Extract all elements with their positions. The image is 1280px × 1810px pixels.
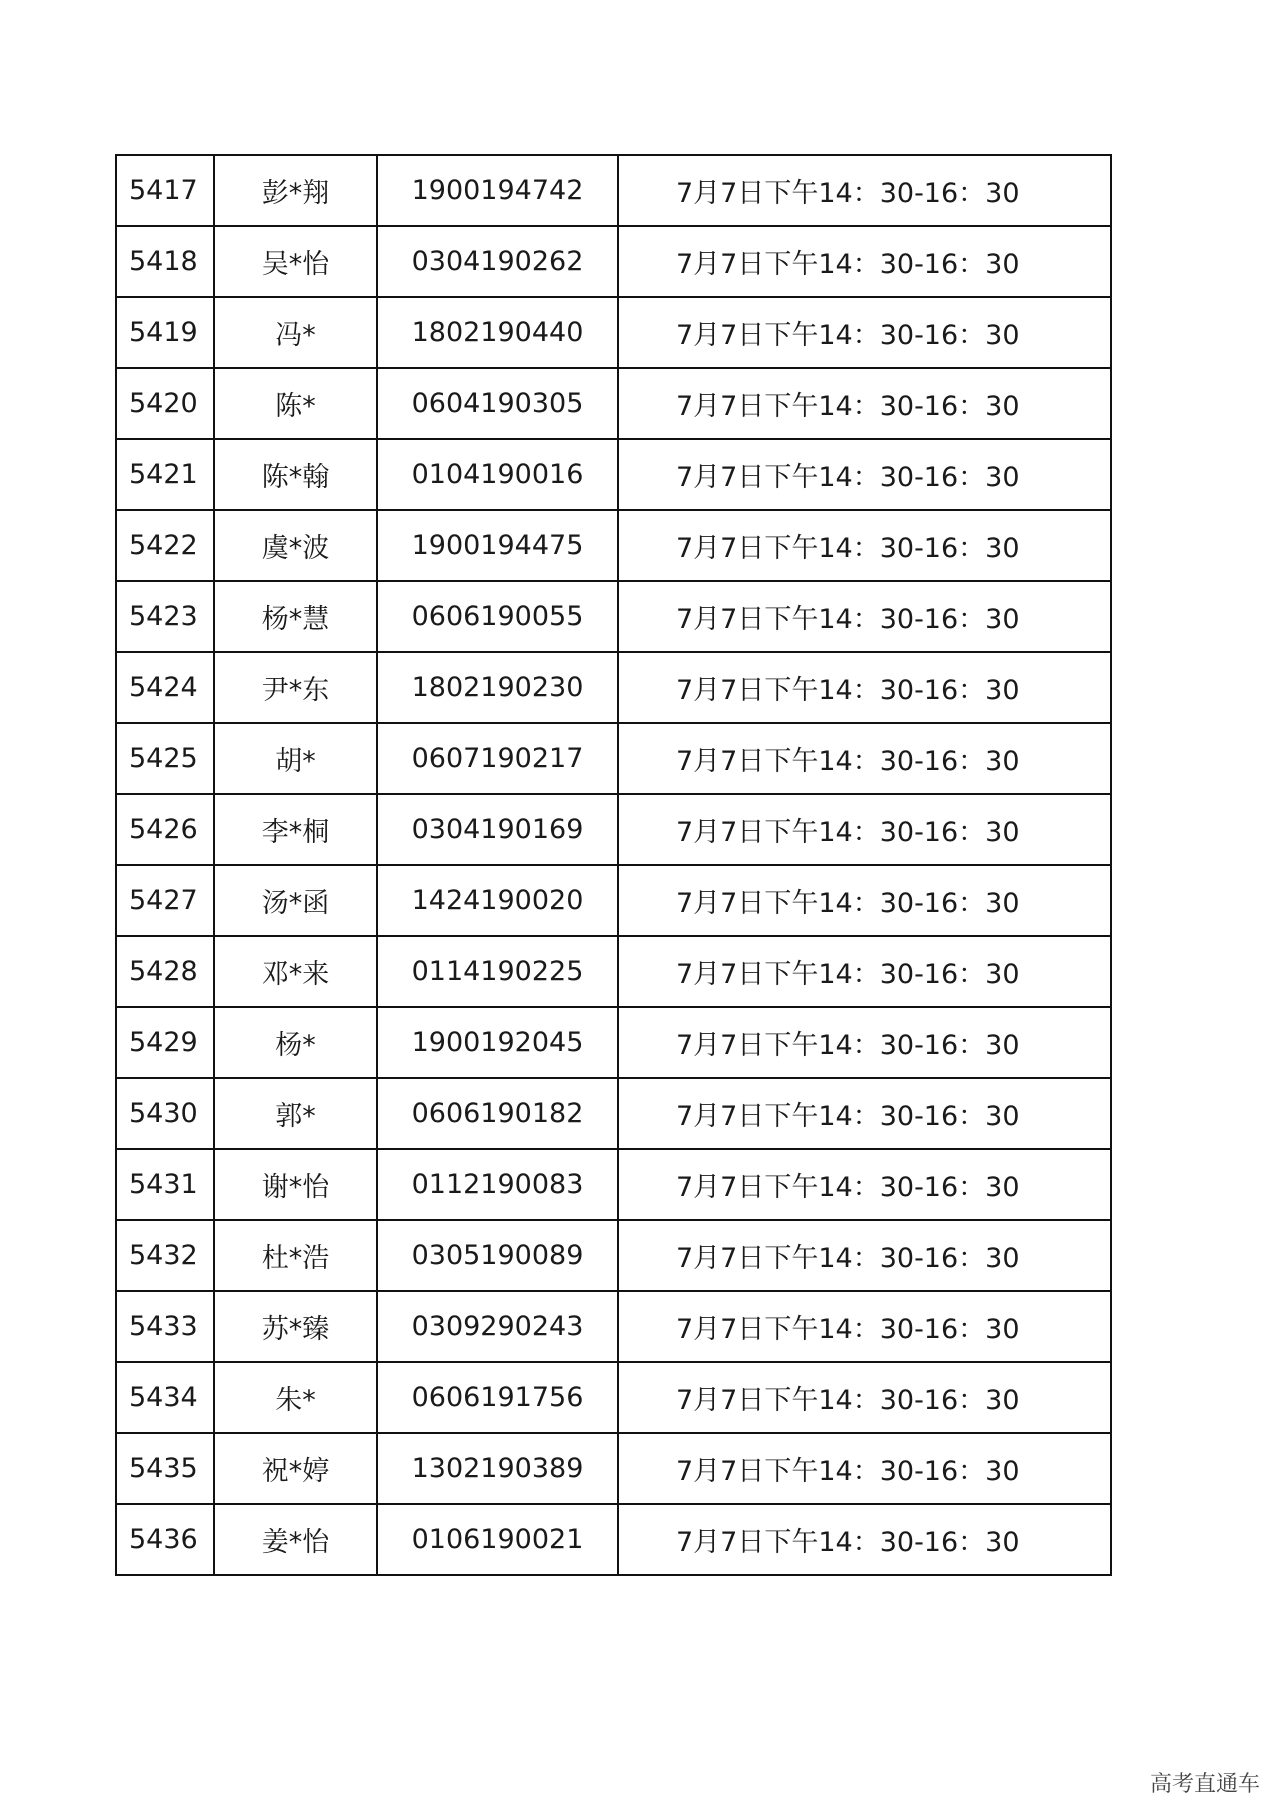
roster-table [115, 154, 1112, 1576]
seq-cell: 5431 [116, 1149, 214, 1220]
time-cell: 7月7日下午14：30-16：30 [618, 581, 1111, 652]
time-cell: 7月7日下午14：30-16：30 [618, 1504, 1111, 1575]
seq-cell: 5434 [116, 1362, 214, 1433]
name-cell: 吴*怡 [214, 226, 377, 297]
time-cell: 7月7日下午14：30-16：30 [618, 1007, 1111, 1078]
id-cell: 0304190169 [377, 794, 618, 865]
table-row [116, 652, 1111, 723]
table-row [116, 1504, 1111, 1575]
id-cell: 0309290243 [377, 1291, 618, 1362]
id-cell: 1900192045 [377, 1007, 618, 1078]
seq-cell: 5435 [116, 1433, 214, 1504]
seq-cell: 5432 [116, 1220, 214, 1291]
seq-cell: 5427 [116, 865, 214, 936]
table-row [116, 1007, 1111, 1078]
name-cell: 郭* [214, 1078, 377, 1149]
id-cell: 0114190225 [377, 936, 618, 1007]
time-cell: 7月7日下午14：30-16：30 [618, 794, 1111, 865]
seq-cell: 5430 [116, 1078, 214, 1149]
name-cell: 谢*怡 [214, 1149, 377, 1220]
time-cell: 7月7日下午14：30-16：30 [618, 297, 1111, 368]
time-cell: 7月7日下午14：30-16：30 [618, 226, 1111, 297]
id-cell: 1900194742 [377, 155, 618, 226]
id-cell: 0104190016 [377, 439, 618, 510]
name-cell: 苏*臻 [214, 1291, 377, 1362]
id-cell: 1424190020 [377, 865, 618, 936]
table-row [116, 155, 1111, 226]
name-cell: 杜*浩 [214, 1220, 377, 1291]
id-cell: 0604190305 [377, 368, 618, 439]
id-cell: 0304190262 [377, 226, 618, 297]
time-cell: 7月7日下午14：30-16：30 [618, 1078, 1111, 1149]
time-cell: 7月7日下午14：30-16：30 [618, 1433, 1111, 1504]
name-cell: 冯* [214, 297, 377, 368]
name-cell: 杨*慧 [214, 581, 377, 652]
table-row [116, 226, 1111, 297]
table-row [116, 1149, 1111, 1220]
table-row [116, 1078, 1111, 1149]
name-cell: 虞*波 [214, 510, 377, 581]
seq-cell: 5423 [116, 581, 214, 652]
seq-cell: 5417 [116, 155, 214, 226]
seq-cell: 5426 [116, 794, 214, 865]
id-cell: 1900194475 [377, 510, 618, 581]
time-cell: 7月7日下午14：30-16：30 [618, 865, 1111, 936]
id-cell: 1802190440 [377, 297, 618, 368]
id-cell: 1302190389 [377, 1433, 618, 1504]
table-row [116, 368, 1111, 439]
name-cell: 邓*来 [214, 936, 377, 1007]
seq-cell: 5420 [116, 368, 214, 439]
time-cell: 7月7日下午14：30-16：30 [618, 652, 1111, 723]
seq-cell: 5429 [116, 1007, 214, 1078]
table-row [116, 581, 1111, 652]
table-row [116, 794, 1111, 865]
watermark: 高考直通车 [1149, 1772, 1260, 1797]
name-cell: 朱* [214, 1362, 377, 1433]
table-row [116, 723, 1111, 794]
name-cell: 杨* [214, 1007, 377, 1078]
seq-cell: 5418 [116, 226, 214, 297]
id-cell: 0112190083 [377, 1149, 618, 1220]
table-row [116, 1433, 1111, 1504]
table-row [116, 1220, 1111, 1291]
name-cell: 李*桐 [214, 794, 377, 865]
table-row [116, 439, 1111, 510]
name-cell: 祝*婷 [214, 1433, 377, 1504]
time-cell: 7月7日下午14：30-16：30 [618, 723, 1111, 794]
table-row [116, 297, 1111, 368]
seq-cell: 5421 [116, 439, 214, 510]
id-cell: 0305190089 [377, 1220, 618, 1291]
id-cell: 0606190182 [377, 1078, 618, 1149]
name-cell: 汤*函 [214, 865, 377, 936]
time-cell: 7月7日下午14：30-16：30 [618, 1362, 1111, 1433]
time-cell: 7月7日下午14：30-16：30 [618, 1291, 1111, 1362]
id-cell: 0607190217 [377, 723, 618, 794]
time-cell: 7月7日下午14：30-16：30 [618, 1220, 1111, 1291]
time-cell: 7月7日下午14：30-16：30 [618, 1149, 1111, 1220]
id-cell: 0606191756 [377, 1362, 618, 1433]
table-row [116, 936, 1111, 1007]
seq-cell: 5428 [116, 936, 214, 1007]
seq-cell: 5422 [116, 510, 214, 581]
id-cell: 1802190230 [377, 652, 618, 723]
name-cell: 陈*翰 [214, 439, 377, 510]
table-row [116, 865, 1111, 936]
name-cell: 尹*东 [214, 652, 377, 723]
seq-cell: 5425 [116, 723, 214, 794]
time-cell: 7月7日下午14：30-16：30 [618, 439, 1111, 510]
time-cell: 7月7日下午14：30-16：30 [618, 936, 1111, 1007]
seq-cell: 5433 [116, 1291, 214, 1362]
name-cell: 姜*怡 [214, 1504, 377, 1575]
name-cell: 彭*翔 [214, 155, 377, 226]
roster-body [116, 155, 1111, 1575]
table-row [116, 510, 1111, 581]
seq-cell: 5436 [116, 1504, 214, 1575]
name-cell: 陈* [214, 368, 377, 439]
name-cell: 胡* [214, 723, 377, 794]
id-cell: 0106190021 [377, 1504, 618, 1575]
table-row [116, 1291, 1111, 1362]
table-row [116, 1362, 1111, 1433]
time-cell: 7月7日下午14：30-16：30 [618, 510, 1111, 581]
seq-cell: 5419 [116, 297, 214, 368]
seq-cell: 5424 [116, 652, 214, 723]
id-cell: 0606190055 [377, 581, 618, 652]
time-cell: 7月7日下午14：30-16：30 [618, 368, 1111, 439]
time-cell: 7月7日下午14：30-16：30 [618, 155, 1111, 226]
